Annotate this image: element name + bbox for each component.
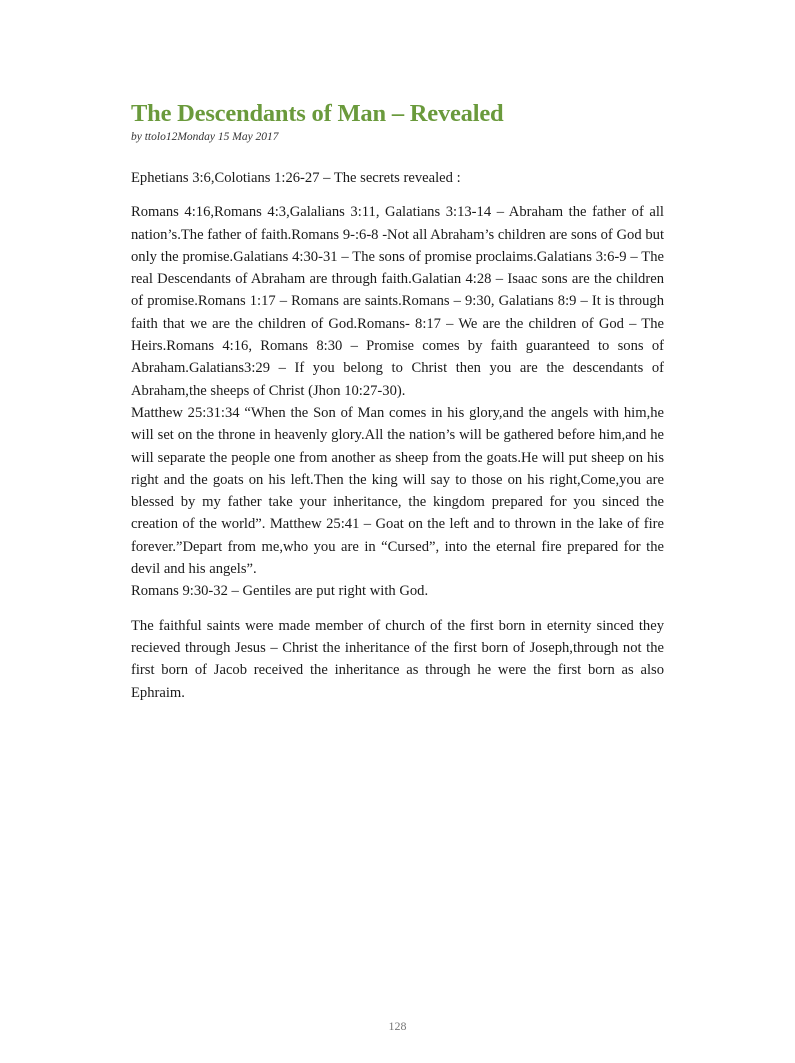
paragraph-matthew: Matthew 25:31:34 “When the Son of Man comes in his glory,and the angels with him,he will set on the throne in heavenly glory.All the nation’s will be gathered before him,and he will separate the people one from another as sheep from the goats.He will put sheep on his right and the goats on his left.Then the king will say to those on his right,Come,you are blessed by my father take your inheritance, the kingdom prepared for you sinced the creation of the world”. Matthew 25:41 – Goat on the left and to thrown in the lake of fire forever.”Depart from me,who you are in “Cursed”, into the eternal fire prepared for the devil and his angels”. — [131, 404, 664, 578]
paragraph-saints: The faithful saints were made member of church of the first born in eternity sinced they recieved through Jesus – Christ the inheritance of the first born of Joseph,through not the first born of Jacob received the inheritance as through he were the first born as also Ephraim. — [131, 617, 664, 701]
article-byline: by ttolo12Monday 15 May 2017 — [131, 131, 279, 143]
paragraph-intro: Ephetians 3:6,Colotians 1:26-27 – The secrets revealed : — [131, 170, 461, 186]
page-number: 128 — [388, 1019, 407, 1033]
article-title: The Descendants of Man – Revealed — [131, 100, 504, 127]
paragraph-gentiles: Romans 9:30-32 – Gentiles are put right with God. — [131, 583, 429, 600]
article — [131, 98, 664, 704]
paragraph-romans: Romans 4:16,Romans 4:3,Galalians 3:11, Galatians 3:13-14 – Abraham the father of all nation’s.The father of faith.Romans 9-:6-8 -Not all Abraham’s children are sons of God but only the promise.Galatians 4:30-31 – The sons of promise proclaims.Galatians 3:6-9 – The real Descendants of Abraham are through faith.Galatian 4:28 – Isaac sons are the children of promise.Romans 1:17 – Romans are saints.Romans – 9:30, Galatians 8:9 – It is through faith that we are the children of God.Romans- 8:17 – We are the children of God – The Heirs.Romans 4:16, Romans 8:30 – Promise comes by faith guaranteed to sons of Abraham.Galatians3:29 – If you belong to Christ then you are the descendants of Abraham,the sheeps of Christ (Jhon 10:27-30). — [131, 204, 664, 399]
